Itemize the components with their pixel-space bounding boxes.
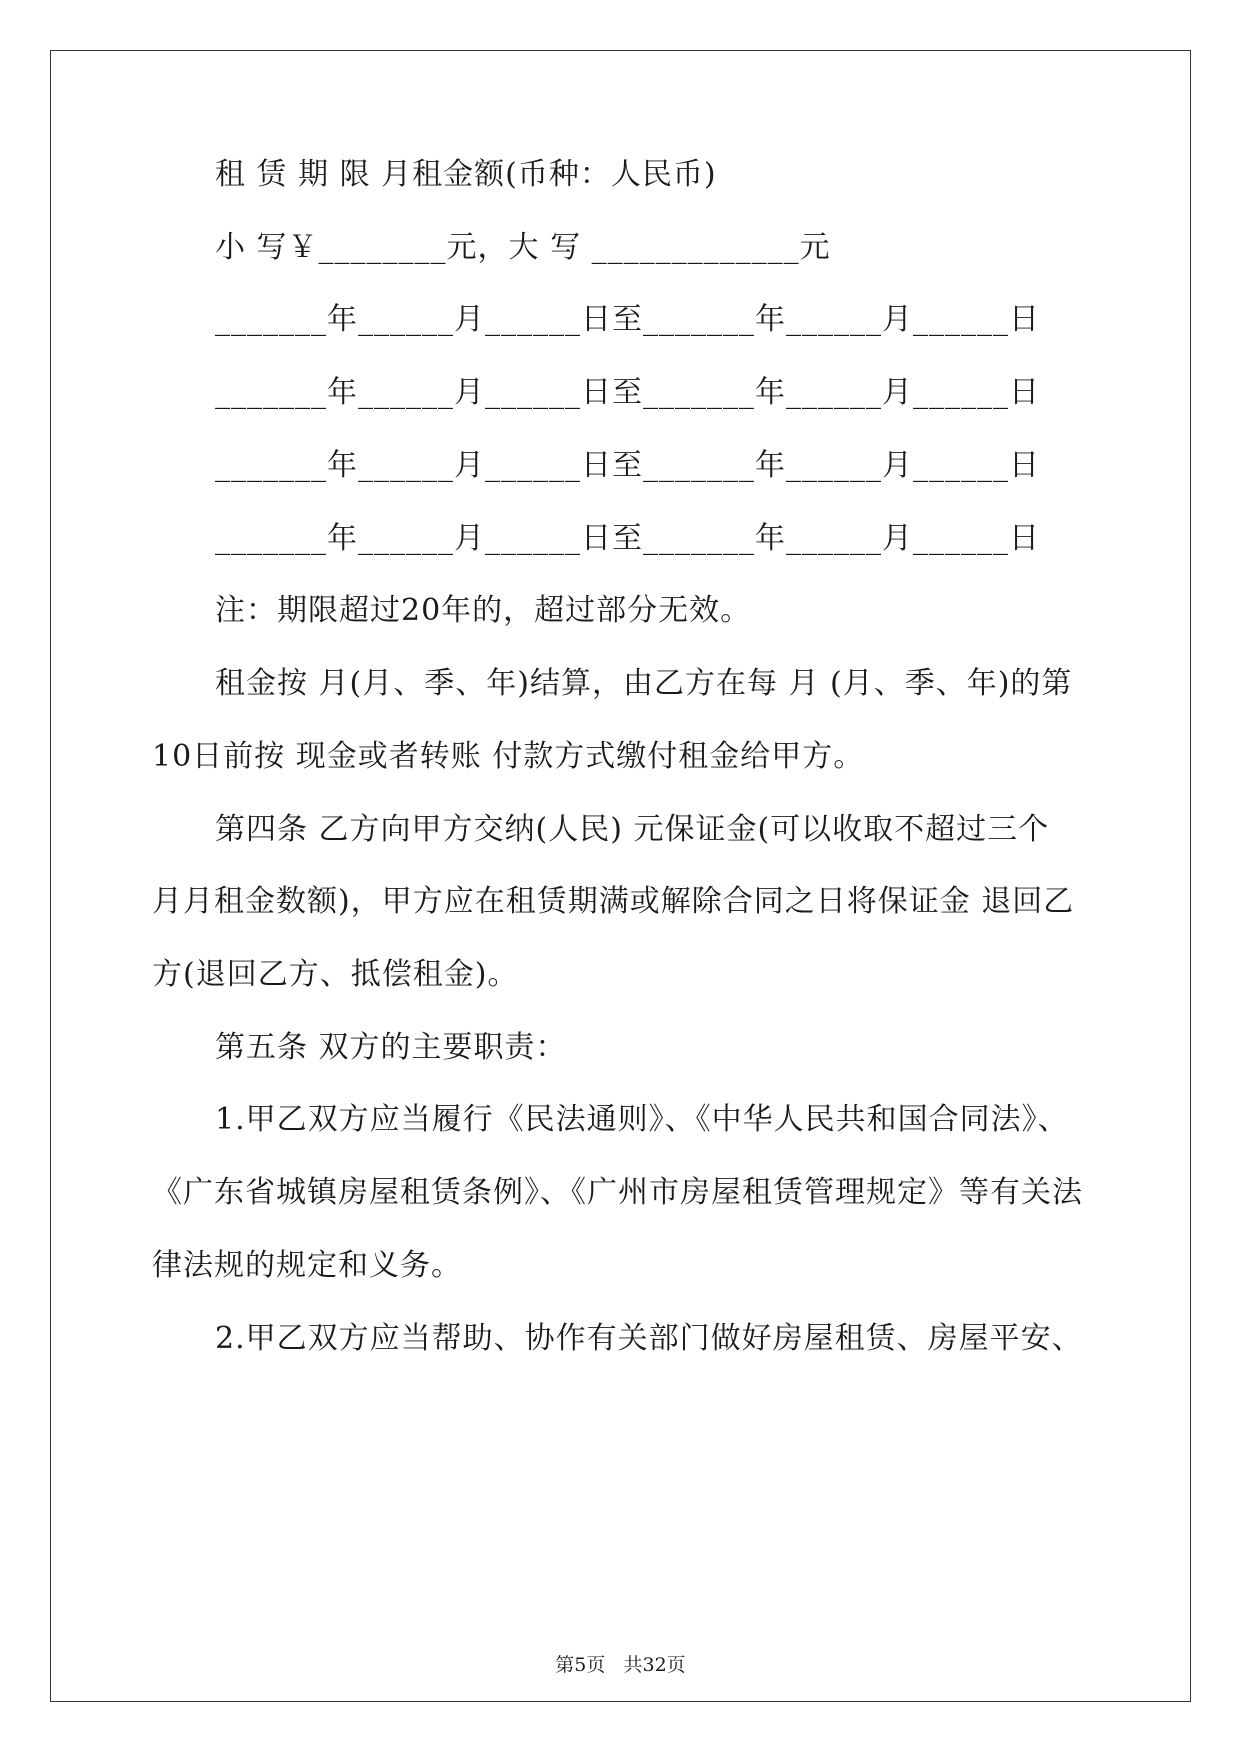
list-item-2-line: 2.甲乙双方应当帮助、协作有关部门做好房屋租赁、房屋平安、 bbox=[215, 1321, 1083, 1356]
date-range-line: _______年______月______日至_______年______月______日 bbox=[215, 302, 1040, 337]
paragraph-line: 月月租金数额)，甲方应在租赁期满或解除合同之日将保证金 退回乙 bbox=[152, 884, 1075, 919]
rent-amount-line: 小 写￥________元，大 写 _____________元 bbox=[215, 230, 831, 265]
paragraph-line: 《广东省城镇房屋租赁条例》、《广州市房屋租赁管理规定》等有关法 bbox=[152, 1175, 1083, 1210]
paragraph-line: 方(退回乙方、抵偿租金)。 bbox=[152, 957, 519, 992]
date-range-line: _______年______月______日至_______年______月______日 bbox=[215, 521, 1040, 556]
rent-term-header: 租 赁 期 限 月租金额(币种：人民币) bbox=[215, 157, 717, 192]
list-item-1-line: 1.甲乙双方应当履行《民法通则》、《中华人民共和国合同法》、 bbox=[215, 1102, 1069, 1137]
paragraph-line: 律法规的规定和义务。 bbox=[152, 1248, 462, 1283]
paragraph-line: 租金按 月(月、季、年)结算，由乙方在每 月 (月、季、年)的第 bbox=[215, 666, 1073, 701]
page-number-footer: 第5页 共32页 bbox=[555, 1654, 686, 1676]
date-range-line: _______年______月______日至_______年______月______日 bbox=[215, 375, 1040, 410]
date-range-line: _______年______月______日至_______年______月______日 bbox=[215, 448, 1040, 483]
page-border bbox=[50, 50, 1191, 1702]
paragraph-line: 10日前按 现金或者转账 付款方式缴付租金给甲方。 bbox=[152, 739, 865, 774]
article-four-line: 第四条 乙方向甲方交纳(人民) 元保证金(可以收取不超过三个 bbox=[215, 812, 1050, 847]
term-note: 注：期限超过20年的，超过部分无效。 bbox=[215, 593, 752, 628]
article-five-heading: 第五条 双方的主要职责： bbox=[215, 1030, 567, 1065]
